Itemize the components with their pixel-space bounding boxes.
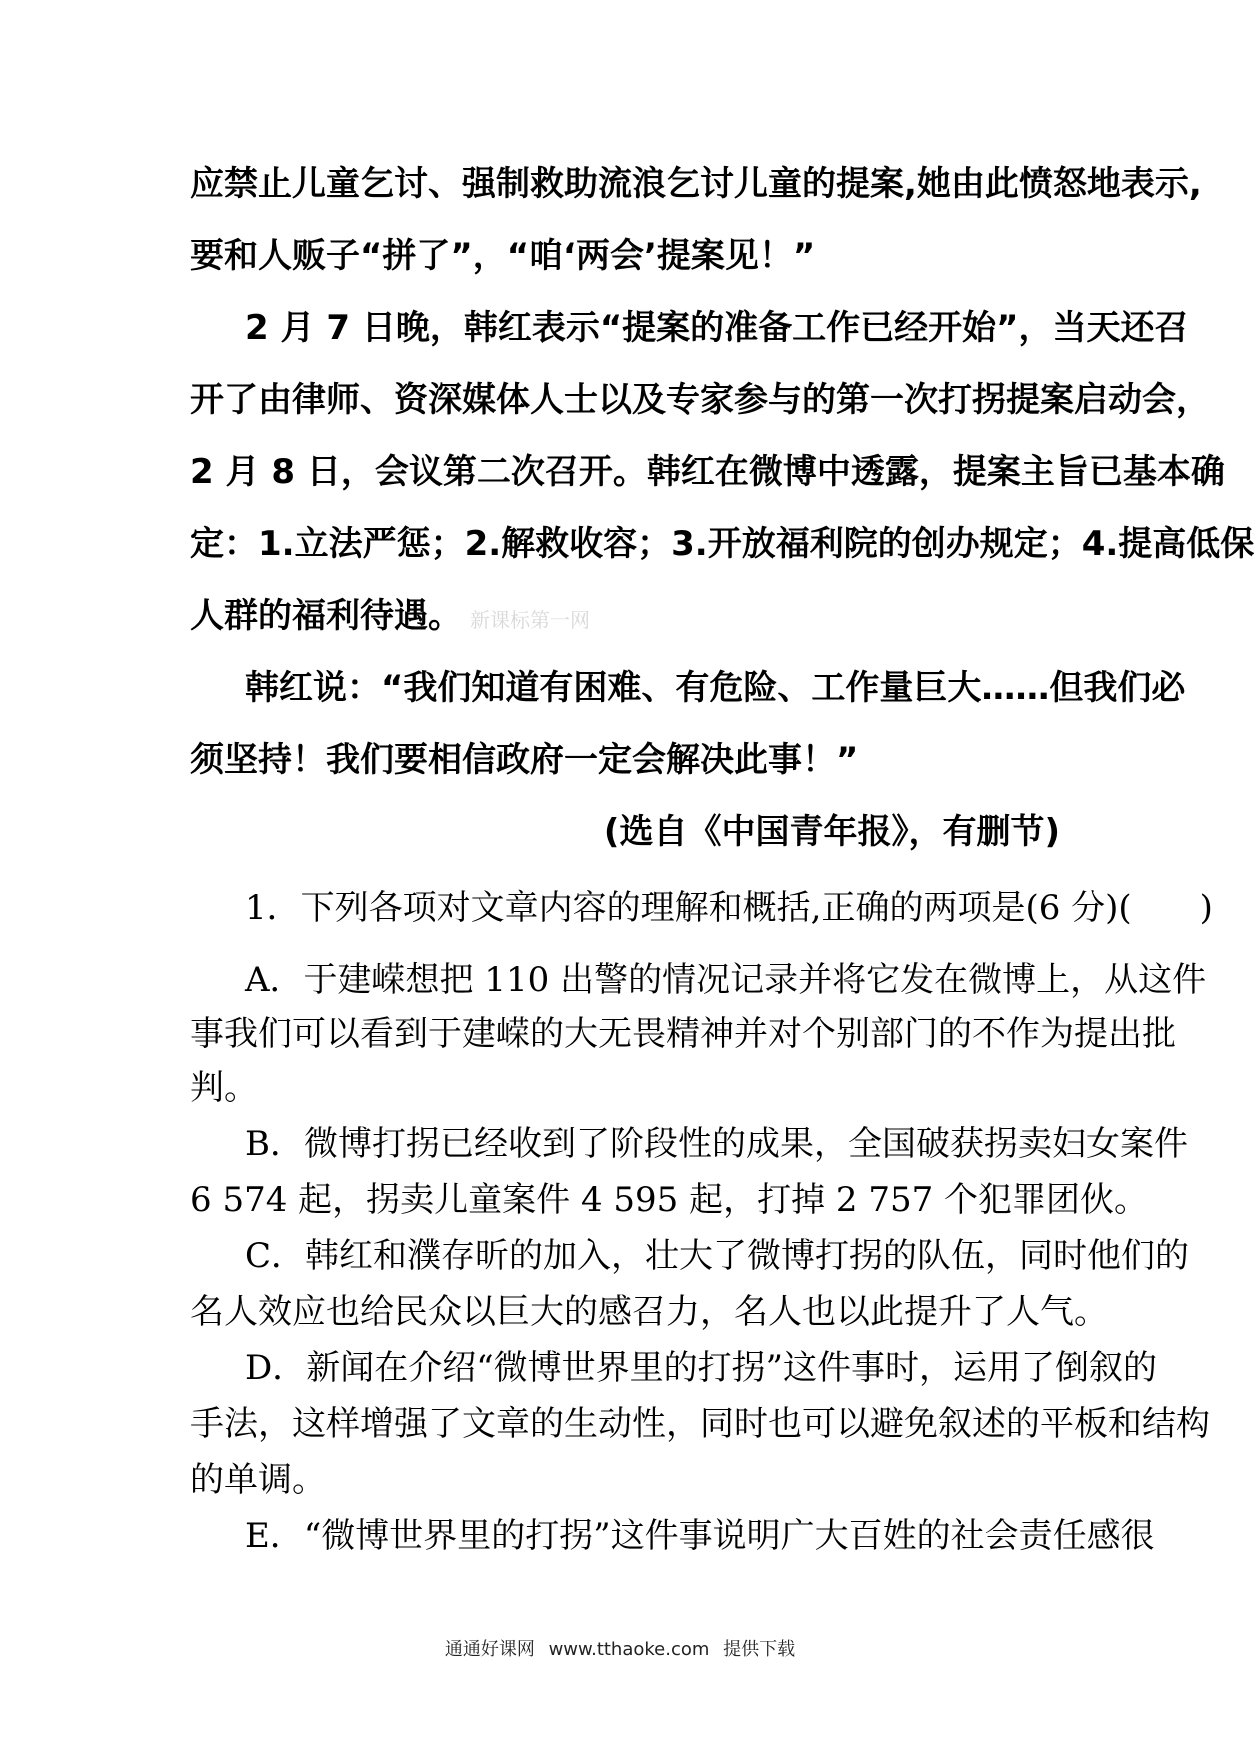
question-stem: 1．下列各项对文章内容的理解和概括,正确的两项是(6 分)( ) [245,888,1213,928]
option-d-cont: 的单调。 [190,1460,326,1500]
article-source: (选自《中国青年报》，有删节) [603,812,1060,852]
article-line: 2 月 8 日，会议第二次召开。韩红在微博中透露，提案主旨已基本确 [190,452,1225,492]
article-line: 须坚持！我们要相信政府一定会解决此事！” [190,740,859,780]
option-a-cont: 事我们可以看到于建嵘的大无畏精神并对个别部门的不作为提出批 [190,1014,1176,1054]
article-line: 韩红说：“我们知道有困难、有危险、工作量巨大……但我们必 [245,668,1186,708]
footer-site: 通通好课网 [444,1639,535,1660]
article-line: 定：1.立法严惩；2.解救收容；3.开放福利院的创办规定；4.提高低保 [190,524,1254,564]
article-line: 开了由律师、资深媒体人士以及专家参与的第一次打拐提案启动会， [190,380,1210,420]
option-b: B．微博打拐已经收到了阶段性的成果，全国破获拐卖妇女案件 [245,1124,1188,1164]
option-b-cont: 6 574 起，拐卖儿童案件 4 595 起，打掉 2 757 个犯罪团伙。 [190,1180,1149,1220]
option-c: C．韩红和濮存昕的加入，壮大了微博打拐的队伍，同时他们的 [245,1236,1190,1276]
option-e: E．“微博世界里的打拐”这件事说明广大百姓的社会责任感很 [245,1516,1155,1556]
option-c-cont: 名人效应也给民众以巨大的感召力，名人也以此提升了人气。 [190,1292,1108,1332]
footer-note: 提供下载 [723,1639,796,1660]
article-line: 要和人贩子“拼了”，“咱‘两会’提案见！” [190,236,816,276]
option-d: D．新闻在介绍“微博世界里的打拐”这件事时，运用了倒叙的 [245,1348,1158,1388]
article-line: 2 月 7 日晚，韩红表示“提案的准备工作已经开始”，当天还召 [245,308,1189,348]
option-a: A．于建嵘想把 110 出警的情况记录并将它发在微博上，从这件 [245,960,1207,1000]
footer-url[interactable]: www.tthaoke.com [548,1639,710,1660]
page-footer [0,1635,1240,1661]
article-line-text: 人群的福利待遇。 [190,596,462,636]
faint-watermark-text: 新课标第一网 [470,608,590,632]
article-line: 应禁止儿童乞讨、强制救助流浪乞讨儿童的提案,她由此愤怒地表示, [190,164,1202,204]
article-line-with-watermark [190,596,1060,640]
option-a-cont: 判。 [190,1068,258,1108]
option-d-cont: 手法，这样增强了文章的生动性，同时也可以避免叙述的平板和结构 [190,1404,1210,1444]
